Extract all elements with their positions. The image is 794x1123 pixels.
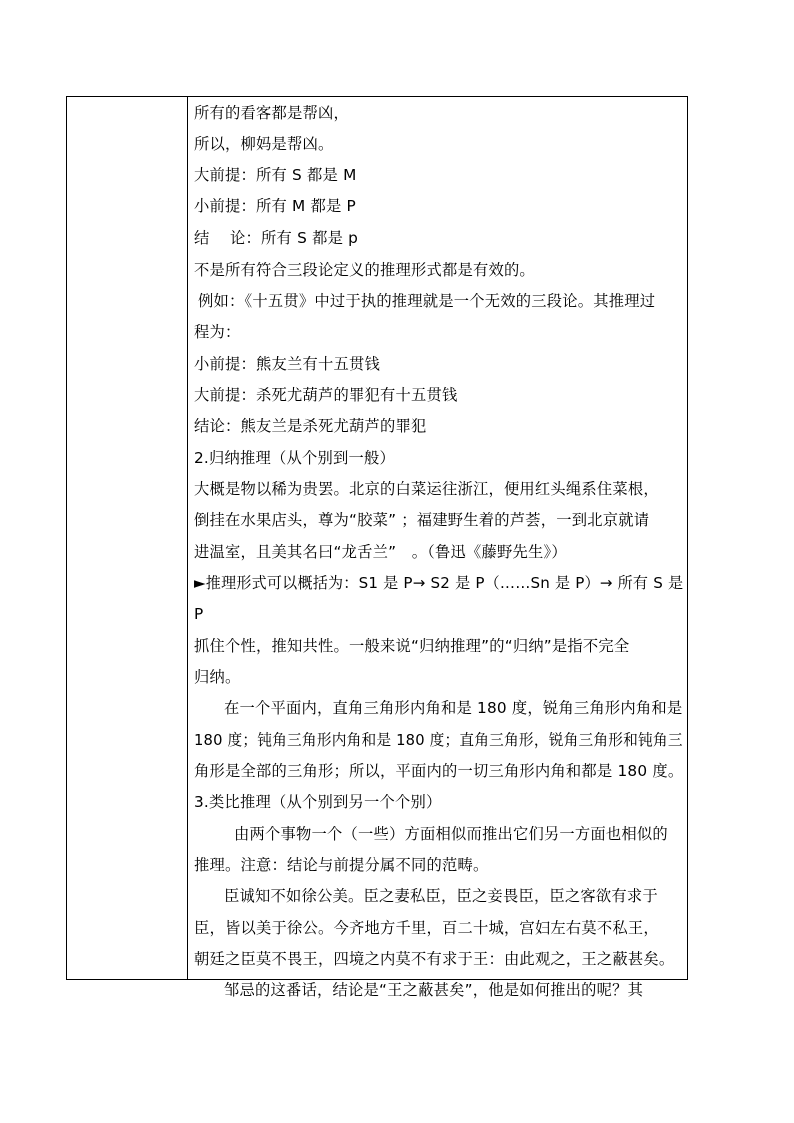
text-line: 归纳。 <box>194 668 241 686</box>
table-left-cell <box>67 97 188 979</box>
text-line: ►推理形式可以概括为：S1 是 P→ S2 是 P（……Sn 是 P）→ 所有 S 是 <box>194 574 684 592</box>
text-line: 结 论：所有 S 都是 p <box>194 229 359 247</box>
table-right-cell <box>188 97 687 999</box>
text-line: 推理。注意：结论与前提分属不同的范畴。 <box>194 856 489 874</box>
text-line: 所有的看客都是帮凶， <box>194 104 349 122</box>
text-line: 邹忌的这番话，结论是“王之蔽甚矣”，他是如何推出的呢？其 <box>224 981 644 999</box>
section-heading: 2.归纳推理（从个别到一般） <box>194 449 395 467</box>
text-line: 180 度；钝角三角形内角和是 180 度；直角三角形，锐角三角形和钝角三 <box>194 731 683 749</box>
text-line: 倒挂在水果店头，尊为“胶菜” ；福建野生着的芦荟，一到北京就请 <box>194 511 650 529</box>
text-line: 小前提：熊友兰有十五贯钱 <box>194 355 380 373</box>
section-heading: 3.类比推理（从个别到另一个个别） <box>194 793 442 811</box>
text-line: 进温室，且美其名曰“龙舌兰” 。（鲁迅《藤野先生》） <box>194 543 567 561</box>
content-table <box>66 96 688 999</box>
text-line: 在一个平面内，直角三角形内角和是 180 度，锐角三角形内角和是 <box>224 699 683 717</box>
text-line: 角形是全部的三角形；所以，平面内的一切三角形内角和都是 180 度。 <box>194 762 684 780</box>
text-line: 大概是物以稀为贵罢。北京的白菜运往浙江，便用红头绳系住菜根， <box>194 480 659 498</box>
text-line: 小前提：所有 M 都是 P <box>194 197 356 215</box>
text-line: 所以，柳妈是帮凶。 <box>194 135 334 153</box>
text-line: 结论：熊友兰是杀死尤葫芦的罪犯 <box>194 417 427 435</box>
text-line: 大前提：杀死尤葫芦的罪犯有十五贯钱 <box>194 386 458 404</box>
text-line: 程为： <box>194 323 241 341</box>
text-line: 抓住个性，推知共性。一般来说“归纳推理”的“归纳”是指不完全 <box>194 637 630 655</box>
text-line: 不是所有符合三段论定义的推理形式都是有效的。 <box>194 261 535 279</box>
text-line: 臣诚知不如徐公美。臣之妻私臣，臣之妾畏臣，臣之客欲有求于 <box>224 887 658 905</box>
text-line: P <box>194 605 204 623</box>
text-line: 例如：《十五贯》中过于执的推理就是一个无效的三段论。其推理过 <box>198 292 656 310</box>
text-line: 由两个事物一个（一些）方面相似而推出它们另一方面也相似的 <box>234 825 668 843</box>
text-line: 朝廷之臣莫不畏王，四境之内莫不有求于王：由此观之，王之蔽甚矣。 <box>194 950 675 968</box>
text-line: 臣，皆以美于徐公。今齐地方千里，百二十城，宫妇左右莫不私王， <box>194 919 659 937</box>
text-line: 大前提：所有 S 都是 M <box>194 166 357 184</box>
